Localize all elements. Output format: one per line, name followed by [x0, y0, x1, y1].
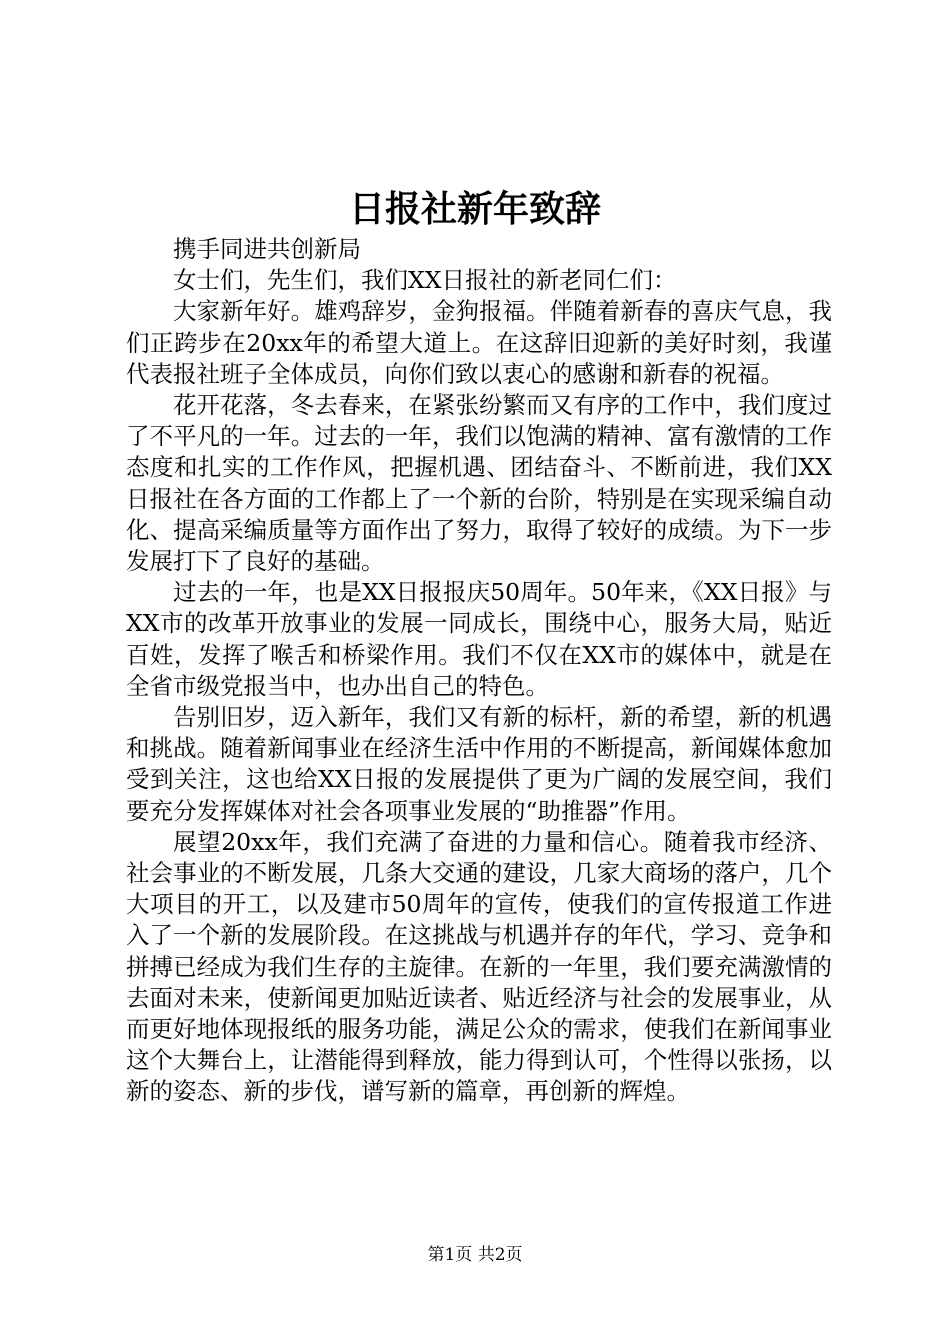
- body-paragraph-outlook: 展望20xx年，我们充满了奋进的力量和信心。随着我市经济、社会事业的不断发展，几条大交通的建设，几家大商场的落户，几个大项目的开工，以及建市50周年的宣传，使我们的宣传报道工作进入了一个新的发展阶段。在这挑战与机遇并存的年代，学习、竞争和拼搏已经成为我们生存的主旋律。在新的一年里，我们要充满激情的去面对未来，使新闻更加贴近读者、贴近经济与社会的发展事业，从而更好地体现报纸的服务功能，满足公众的需求，使我们在新闻事业这个大舞台上，让潜能得到释放，能力得到认可，个性得以张扬，以新的姿态、新的步伐，谱写新的篇章，再创新的辉煌。: [126, 827, 832, 1106]
- document-title: 日报社新年致辞: [348, 188, 601, 230]
- subtitle-paragraph: 携手同进共创新局: [173, 235, 361, 263]
- salutation-paragraph: 女士们，先生们，我们XX日报社的新老同仁们：: [173, 266, 677, 295]
- body-paragraph-review: 花开花落，冬去春来，在紧张纷繁而又有序的工作中，我们度过了不平凡的一年。过去的一年，我们以饱满的精神、富有激情的工作态度和扎实的工作作风，把握机遇、团结奋斗、不断前进，我们XX日报社在各方面的工作都上了一个新的台阶，特别是在实现采编自动化、提高采编质量等方面作出了努力，取得了较好的成绩。为下一步发展打下了良好的基础。: [126, 391, 832, 576]
- body-paragraph-new-year: 告别旧岁，迈入新年，我们又有新的标杆，新的希望，新的机遇和挑战。随着新闻事业在经济生活中作用的不断提高，新闻媒体愈加受到关注，这也给XX日报的发展提供了更为广阔的发展空间，我们要充分发挥媒体对社会各项事业发展的“助推器”作用。: [126, 703, 832, 825]
- body-paragraph-anniversary: 过去的一年，也是XX日报报庆50周年。50年来，《XX日报》与XX市的改革开放事业的发展一同成长，围绕中心，服务大局，贴近百姓，发挥了喉舌和桥梁作用。我们不仅在XX市的媒体中，就是在全省市级党报当中，也办出自己的特色。: [126, 578, 832, 700]
- page-number-footer: 第1页 共2页: [427, 1245, 523, 1265]
- body-paragraph-greeting: 大家新年好。雄鸡辞岁，金狗报福。伴随着新春的喜庆气息，我们正跨步在20xx年的希望大道上。在这辞旧迎新的美好时刻，我谨代表报社班子全体成员，向你们致以衷心的感谢和新春的祝福。: [126, 297, 832, 388]
- document-body: [126, 234, 832, 1108]
